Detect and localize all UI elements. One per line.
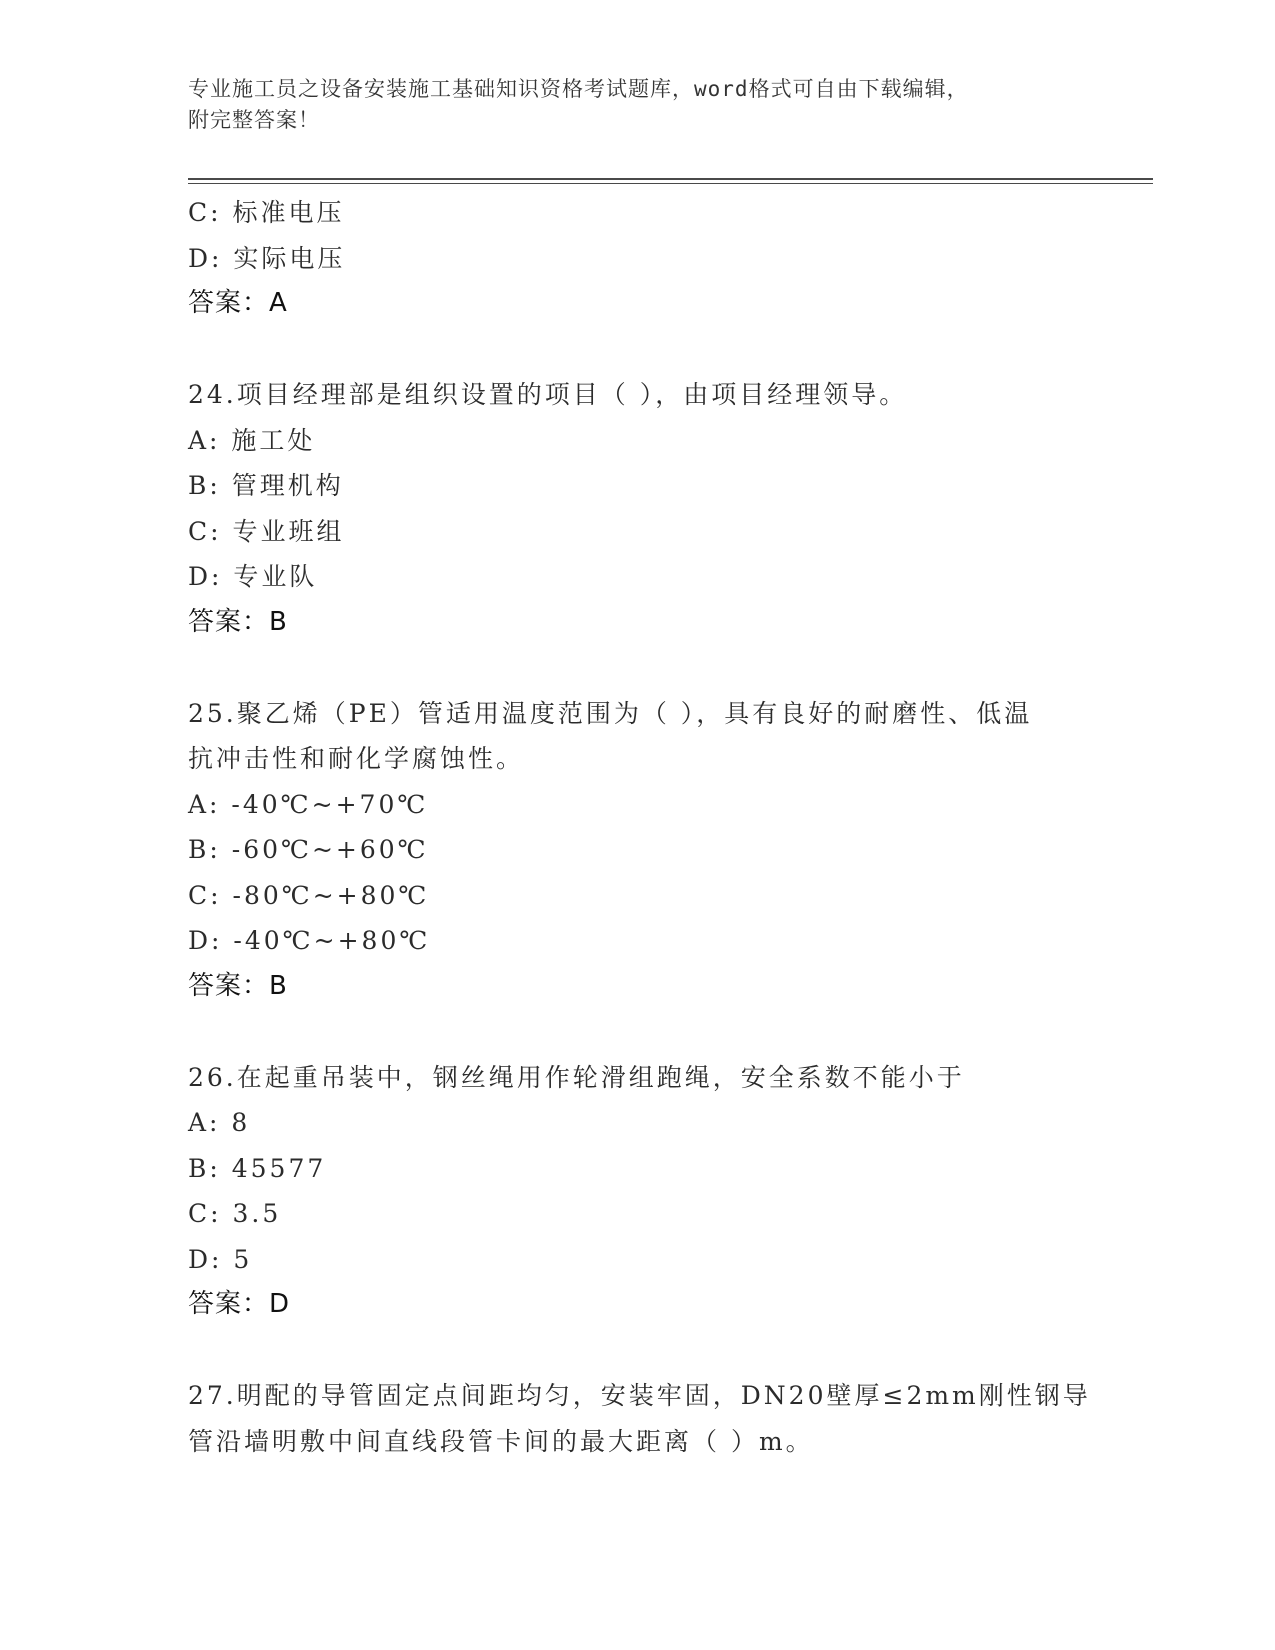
question-block-25 bbox=[188, 691, 1118, 1010]
header-divider-thin bbox=[188, 183, 1153, 184]
header-line-1: 专业施工员之设备安装施工基础知识资格考试题库，word格式可自由下载编辑， bbox=[188, 77, 969, 101]
answer-label: 答案：B bbox=[188, 606, 288, 637]
question-list bbox=[188, 190, 1118, 1464]
option-d: D: 专业队 bbox=[188, 562, 318, 591]
document-header bbox=[188, 74, 1088, 136]
header-divider-thick bbox=[188, 178, 1153, 180]
question-text: 26.在起重吊装中，钢丝绳用作轮滑组跑绳，安全系数不能小于 bbox=[188, 1062, 965, 1092]
question-text-line-2: 抗冲击性和耐化学腐蚀性。 bbox=[188, 744, 525, 773]
answer-label: 答案：A bbox=[188, 288, 288, 318]
block-spacer bbox=[188, 327, 1118, 373]
option-d: D: 5 bbox=[188, 1244, 253, 1274]
answer-label: 答案：D bbox=[188, 1289, 291, 1319]
option-b: B: 45577 bbox=[188, 1153, 327, 1183]
question-block-27 bbox=[188, 1373, 1118, 1464]
option-c: C: 3.5 bbox=[188, 1199, 282, 1228]
question-block-26 bbox=[188, 1055, 1118, 1328]
option-c: C: -80℃~+80℃ bbox=[188, 880, 430, 910]
option-b: B: -60℃~+60℃ bbox=[188, 835, 429, 864]
block-spacer bbox=[188, 1328, 1118, 1374]
question-block-24 bbox=[188, 372, 1118, 645]
block-spacer bbox=[188, 1009, 1118, 1055]
option-a: A: 施工处 bbox=[188, 425, 316, 455]
option-d: D: -40℃~+80℃ bbox=[188, 926, 431, 955]
block-spacer bbox=[188, 645, 1118, 691]
question-text-line-1: 25.聚乙烯（PE）管适用温度范围为（ ），具有良好的耐磨性、低温 bbox=[188, 698, 1033, 728]
option-d: D: 实际电压 bbox=[188, 243, 346, 273]
question-text-line-1: 27.明配的导管固定点间距均匀，安装牢固，DN20壁厚≤2mm刚性钢导 bbox=[188, 1381, 1091, 1410]
question-block-23-continued bbox=[188, 190, 1118, 327]
answer-label: 答案：B bbox=[188, 970, 288, 1001]
option-c: C: 标准电压 bbox=[188, 198, 345, 227]
option-b: B: 管理机构 bbox=[188, 471, 344, 500]
option-a: A: 8 bbox=[188, 1108, 251, 1137]
question-text: 24.项目经理部是组织设置的项目（ ），由项目经理领导。 bbox=[188, 380, 908, 409]
header-line-2: 附完整答案！ bbox=[188, 108, 320, 132]
question-text-line-2: 管沿墙明敷中间直线段管卡间的最大距离（ ）m。 bbox=[188, 1426, 814, 1456]
option-c: C: 专业班组 bbox=[188, 516, 345, 546]
option-a: A: -40℃~+70℃ bbox=[188, 789, 429, 819]
